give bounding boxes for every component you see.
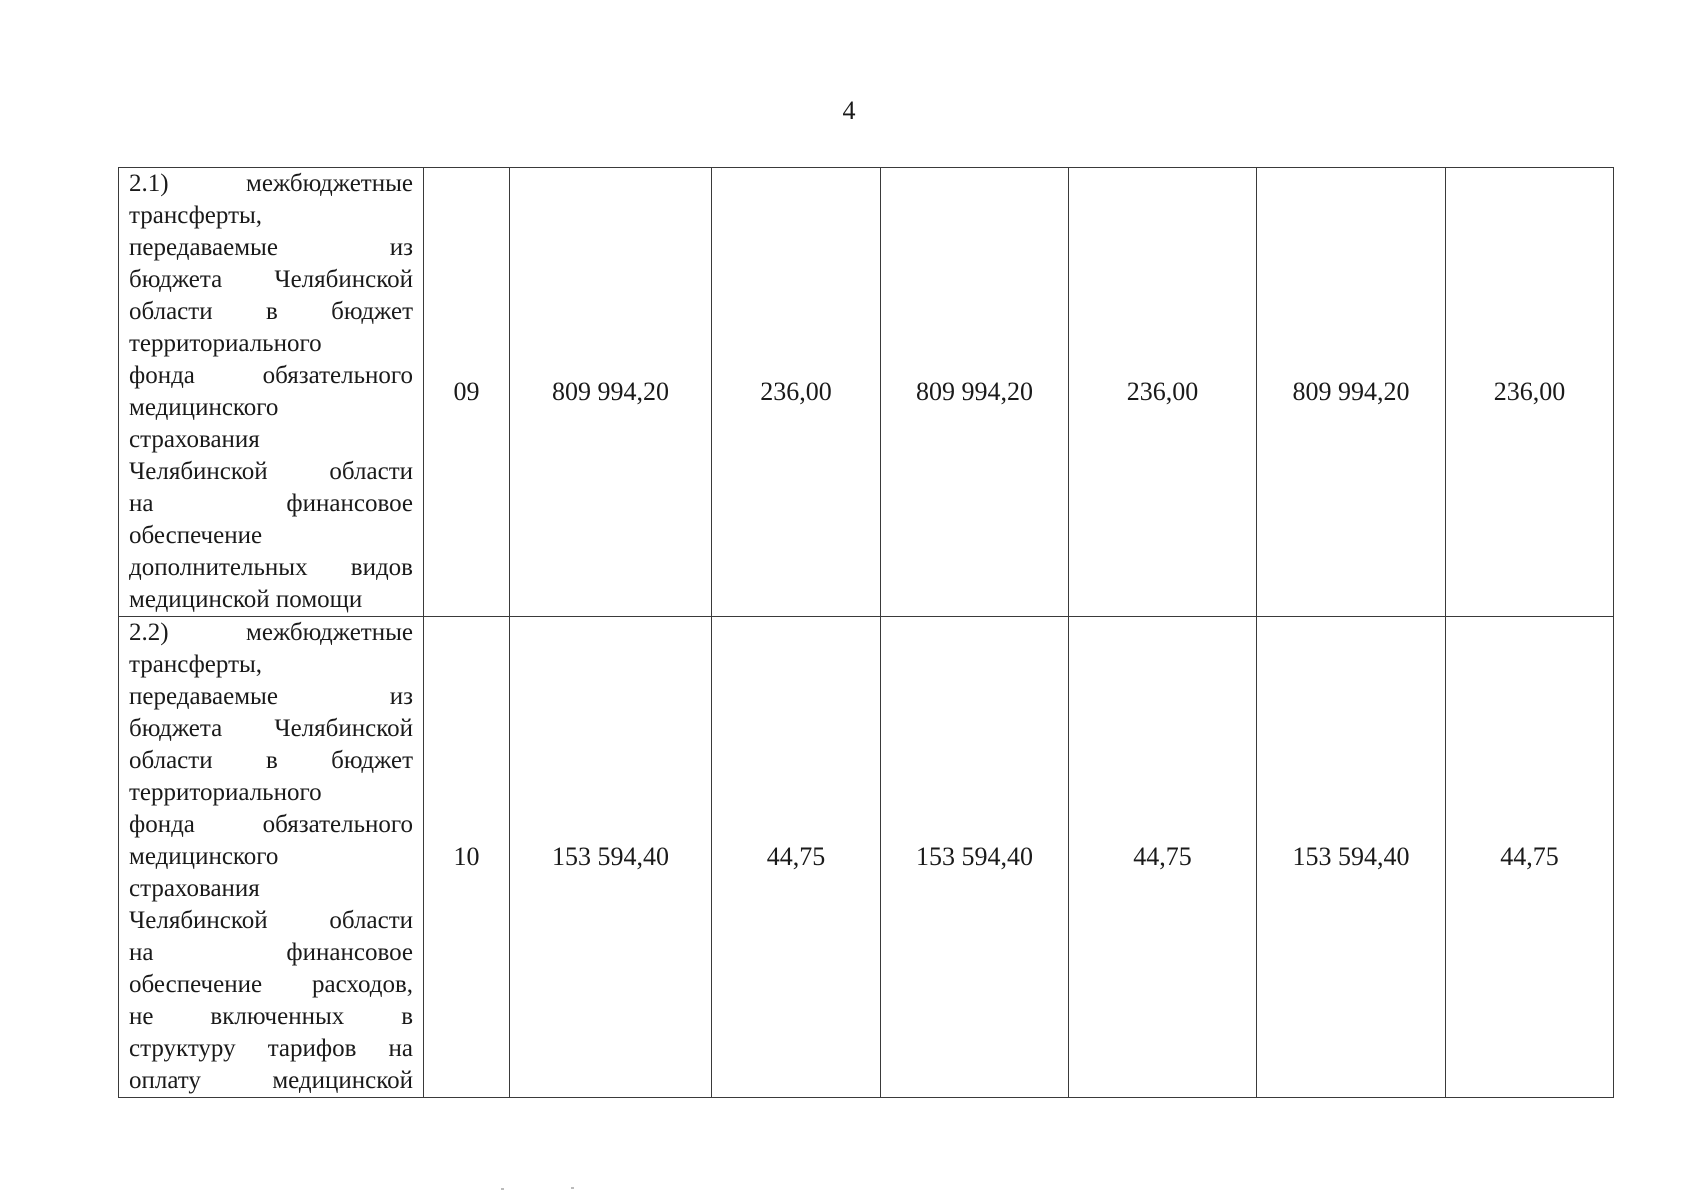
value-cell: 44,75 xyxy=(712,617,881,1098)
value-cell: 809 994,20 xyxy=(510,168,712,617)
description-line: фонда обязательного xyxy=(129,811,413,838)
description-line: медицинского xyxy=(129,843,279,870)
row-description xyxy=(119,617,424,1098)
description-line: области в бюджет xyxy=(129,747,413,774)
description-line: передаваемые из xyxy=(129,683,413,710)
budget-table xyxy=(118,167,1614,1098)
description-line: на финансовое xyxy=(129,490,413,517)
description-line: территориального xyxy=(129,779,322,806)
value-cell: 236,00 xyxy=(1069,168,1257,617)
scan-speck xyxy=(501,1188,504,1190)
value-cell: 44,75 xyxy=(1446,617,1614,1098)
description-line: 2.2) межбюджетные xyxy=(129,619,413,646)
description-line: области в бюджет xyxy=(129,298,413,325)
description-line: обеспечение расходов, xyxy=(129,971,413,998)
description-line: не включенных в xyxy=(129,1003,413,1030)
description-line: дополнительных видов xyxy=(129,554,413,581)
value-cell: 153 594,40 xyxy=(1257,617,1446,1098)
description-line: страхования xyxy=(129,426,260,453)
description-line: передаваемые из xyxy=(129,234,413,261)
description-line: медицинского xyxy=(129,394,279,421)
description-line: трансферты, xyxy=(129,651,263,678)
value-cell: 809 994,20 xyxy=(1257,168,1446,617)
row-code: 09 xyxy=(424,168,510,617)
table-row xyxy=(119,168,1614,617)
table-row xyxy=(119,617,1614,1098)
row-description xyxy=(119,168,424,617)
description-line: Челябинской области xyxy=(129,907,413,934)
description-line: фонда обязательного xyxy=(129,362,413,389)
value-cell: 236,00 xyxy=(1446,168,1614,617)
description-line: Челябинской области xyxy=(129,458,413,485)
page-number: 4 xyxy=(842,96,856,125)
description-line: медицинской помощи xyxy=(129,586,363,613)
value-cell: 236,00 xyxy=(712,168,881,617)
scan-speck xyxy=(571,1187,574,1189)
value-cell: 153 594,40 xyxy=(881,617,1069,1098)
description-line: на финансовое xyxy=(129,939,413,966)
description-line: оплату медицинской xyxy=(129,1067,413,1094)
description-line: структуру тарифов на xyxy=(129,1035,413,1062)
value-cell: 809 994,20 xyxy=(881,168,1069,617)
description-line: страхования xyxy=(129,875,260,902)
description-line: трансферты, xyxy=(129,202,263,229)
description-line: бюджета Челябинской xyxy=(129,266,413,293)
value-cell: 153 594,40 xyxy=(510,617,712,1098)
row-code: 10 xyxy=(424,617,510,1098)
description-line: 2.1) межбюджетные xyxy=(129,170,413,197)
description-line: обеспечение xyxy=(129,522,263,549)
description-line: бюджета Челябинской xyxy=(129,715,413,742)
value-cell: 44,75 xyxy=(1069,617,1257,1098)
description-line: территориального xyxy=(129,330,322,357)
